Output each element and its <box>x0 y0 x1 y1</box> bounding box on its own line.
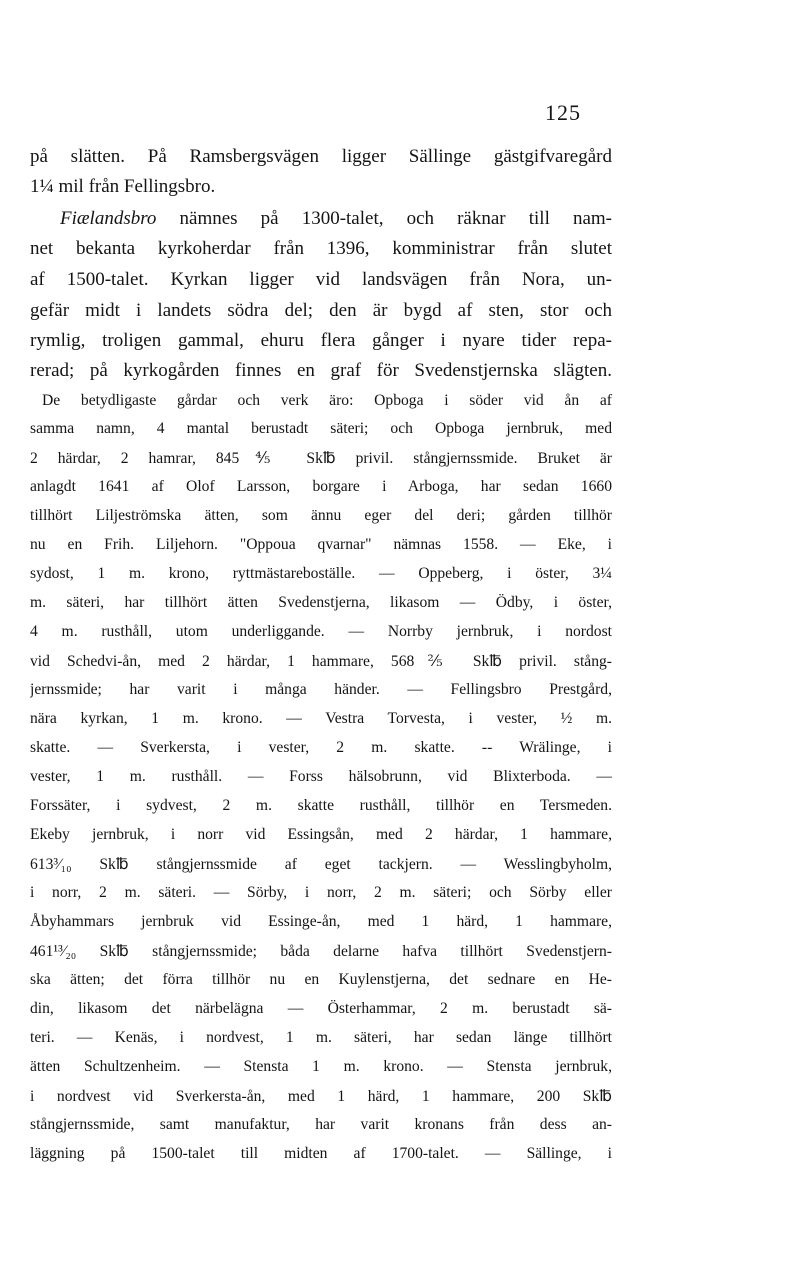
text-line: Åbyhammars jernbruk vid Essinge-ån, med 1 härd, 1 hammare, <box>30 913 612 930</box>
text-line: nära kyrkan, 1 m. krono. — Vestra Torvesta, i vester, ½ m. <box>30 710 612 727</box>
text-line: vid Schedvi-ån, med 2 härdar, 1 hammare, 568⅖ Sk℔ privil. stång- <box>30 653 612 670</box>
text-line: Ekeby jernbruk, i norr vid Essingsån, med 2 härdar, 1 hammare, <box>30 826 612 843</box>
text-line: rymlig, troligen gammal, ehuru flera gånger i nyare tider repa- <box>30 330 612 351</box>
text-line: på slätten. På Ramsbergsvägen ligger Sällinge gästgifvaregård <box>30 146 612 167</box>
text-line: jernssmide; har varit i många händer. — Fellingsbro Prestgård, <box>30 681 612 698</box>
text-line: ska ätten; det förra tillhör nu en Kuylenstjerna, det sednare en He- <box>30 971 612 988</box>
text-line: 1¼ mil från Fellingsbro. <box>30 176 216 197</box>
text-line: läggning på 1500-talet till midten af 1700-talet. — Sällinge, i <box>30 1145 612 1162</box>
text-line <box>60 208 612 230</box>
text-span: nämnes på 1300-talet, och räknar till nam- <box>156 208 612 229</box>
text-line: nu en Frih. Liljehorn. "Oppoua qvarnar" nämnas 1558. — Eke, i <box>30 536 612 553</box>
text-line: 461¹³⁄₂₀ Sk℔ stångjernssmide; båda delarne hafva tillhört Svedenstjern- <box>30 943 612 960</box>
text-line: af 1500-talet. Kyrkan ligger vid landsvägen från Nora, un- <box>30 269 612 290</box>
text-line: gefär midt i landets södra del; den är bygd af sten, stor och <box>30 300 612 321</box>
text-line: rerad; på kyrkogården finnes en graf för Svedenstjernska slägten. <box>30 360 612 381</box>
text-line: anlagdt 1641 af Olof Larsson, borgare i Arboga, har sedan 1660 <box>30 478 612 495</box>
text-line: i norr, 2 m. säteri. — Sörby, i norr, 2 m. säteri; och Sörby eller <box>30 884 612 901</box>
text-line: teri. — Kenäs, i nordvest, 1 m. säteri, har sedan länge tillhört <box>30 1029 612 1046</box>
page-number: 125 <box>545 100 581 125</box>
text-line: ätten Schultzenheim. — Stensta 1 m. krono. — Stensta jernbruk, <box>30 1058 612 1075</box>
text-line: 4 m. rusthåll, utom underliggande. — Norrby jernbruk, i nordost <box>30 623 612 640</box>
text-line: vester, 1 m. rusthåll. — Forss hälsobrunn, vid Blixterboda. — <box>30 768 612 785</box>
text-line: tillhört Liljeströmska ätten, som ännu eger del deri; gården tillhör <box>30 507 612 524</box>
text-line: m. säteri, har tillhört ätten Svedenstjerna, likasom — Ödby, i öster, <box>30 594 612 611</box>
place-name: Fiælandsbro <box>60 208 157 229</box>
text-line: skatte. — Sverkersta, i vester, 2 m. skatte. -- Wrälinge, i <box>30 739 612 756</box>
text-line: sydost, 1 m. krono, ryttmästareboställe. — Oppeberg, i öster, 3¼ <box>30 565 612 582</box>
text-line: i nordvest vid Sverkersta-ån, med 1 härd, 1 hammare, 200 Sk℔ <box>30 1088 612 1105</box>
text-line: din, likasom det närbelägna — Österhammar, 2 m. berustadt sä- <box>30 1000 612 1017</box>
text-line: 2 härdar, 2 hamrar, 845⅘ Sk℔ privil. stångjernssmide. Bruket är <box>30 450 612 467</box>
text-line: 613³⁄₁₀ Sk℔ stångjernssmide af eget tackjern. — Wesslingbyholm, <box>30 856 612 873</box>
text-line: De betydligaste gårdar och verk äro: Opboga i söder vid ån af <box>42 392 612 409</box>
text-line: samma namn, 4 mantal berustadt säteri; och Opboga jernbruk, med <box>30 420 612 437</box>
text-line: stångjernssmide, samt manufaktur, har varit kronans från dess an- <box>30 1116 612 1133</box>
text-line: net bekanta kyrkoherdar från 1396, komministrar från slutet <box>30 238 612 259</box>
text-line: Forssäter, i sydvest, 2 m. skatte rusthåll, tillhör en Tersmeden. <box>30 797 612 814</box>
